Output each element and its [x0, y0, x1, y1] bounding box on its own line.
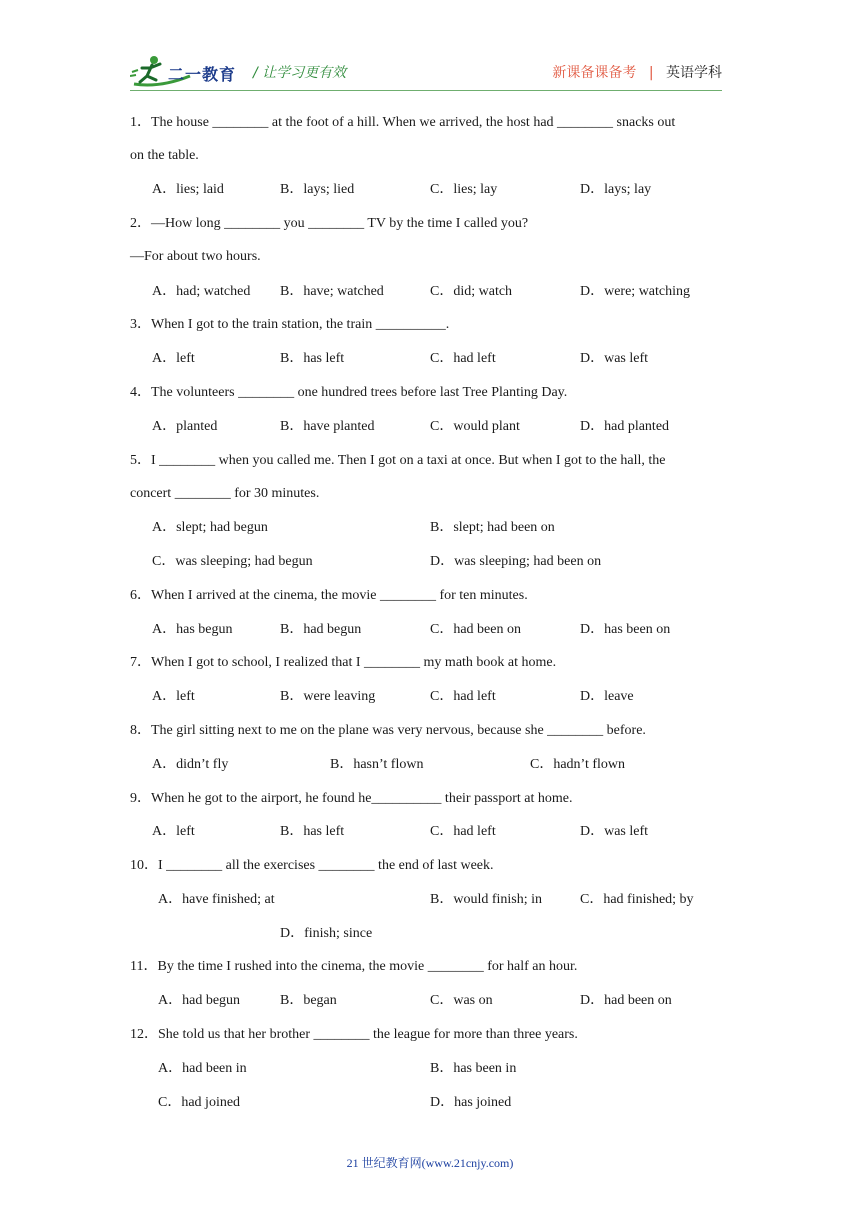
- option-c[interactable]: C．had finished; by: [580, 892, 694, 907]
- option-d[interactable]: D．was left: [580, 824, 649, 839]
- option-c[interactable]: C．had left: [430, 351, 496, 366]
- option-b[interactable]: B．had begun: [280, 622, 362, 637]
- option-d[interactable]: D．has been on: [580, 622, 671, 637]
- option-b[interactable]: B．began: [280, 993, 337, 1008]
- option-c[interactable]: C．had joined: [158, 1095, 241, 1110]
- logo-text: 二一教育: [168, 65, 237, 84]
- option-d[interactable]: D．was sleeping; had been on: [430, 554, 602, 569]
- option-a[interactable]: A．slept; had begun: [152, 520, 268, 535]
- option-b[interactable]: B．has been in: [430, 1061, 517, 1076]
- option-a[interactable]: A．left: [152, 824, 195, 839]
- page-footer[interactable]: 21 世纪教育网(www.21cnjy.com): [346, 1156, 514, 1170]
- question-text: 5．I ________ when you called me. Then I got on a taxi at once. But when I got to the hall, the: [130, 453, 666, 468]
- option-a[interactable]: A．have finished; at: [158, 892, 275, 907]
- option-d[interactable]: D．was left: [580, 351, 649, 366]
- option-c[interactable]: C．had left: [430, 689, 496, 704]
- question-text: 8．The girl sitting next to me on the plane was very nervous, because she ________ before.: [130, 723, 646, 738]
- question-text: 10．I ________ all the exercises ________ the end of last week.: [130, 858, 494, 873]
- option-d[interactable]: D．had been on: [580, 993, 672, 1008]
- option-c[interactable]: C．had been on: [430, 622, 521, 637]
- question-text: 9．When he got to the airport, he found he__________ their passport at home.: [130, 791, 573, 806]
- option-a[interactable]: A．left: [152, 351, 195, 366]
- option-b[interactable]: B．would finish; in: [430, 892, 543, 907]
- option-b[interactable]: B．were leaving: [280, 689, 376, 704]
- option-c[interactable]: C．was on: [430, 993, 493, 1008]
- option-c[interactable]: C．would plant: [430, 419, 520, 434]
- option-c[interactable]: C．hadn’t flown: [530, 757, 626, 772]
- slogan: / 让学习更有效: [253, 65, 347, 81]
- option-a[interactable]: A．lies; laid: [152, 182, 224, 197]
- option-b[interactable]: B．slept; had been on: [430, 520, 555, 535]
- question-text: 12．She told us that her brother ________ the league for more than three years.: [130, 1027, 578, 1042]
- question-text: 3．When I got to the train station, the train __________.: [130, 317, 450, 332]
- option-b[interactable]: B．has left: [280, 351, 345, 366]
- option-a[interactable]: A．left: [152, 689, 195, 704]
- option-b[interactable]: B．have; watched: [280, 284, 384, 299]
- option-d[interactable]: D．lays; lay: [580, 182, 652, 197]
- option-a[interactable]: A．had been in: [158, 1061, 247, 1076]
- option-a[interactable]: A．didn’t fly: [152, 757, 229, 772]
- option-d[interactable]: D．finish; since: [280, 926, 373, 941]
- question-text: concert ________ for 30 minutes.: [130, 486, 320, 501]
- option-d[interactable]: D．had planted: [580, 419, 670, 434]
- option-b[interactable]: B．hasn’t flown: [330, 757, 424, 772]
- option-c[interactable]: C．was sleeping; had begun: [152, 554, 313, 569]
- header-separator: |: [648, 65, 654, 81]
- question-text: on the table.: [130, 148, 199, 163]
- header-divider: [130, 90, 722, 91]
- option-d[interactable]: D．has joined: [430, 1095, 512, 1110]
- question-text: 1．The house ________ at the foot of a hill. When we arrived, the host had ________ snacks out: [130, 115, 676, 130]
- header-right: [552, 62, 722, 82]
- question-text: 6．When I arrived at the cinema, the movie ________ for ten minutes.: [130, 588, 528, 603]
- question-text: 4．The volunteers ________ one hundred trees before last Tree Planting Day.: [130, 385, 568, 400]
- option-c[interactable]: C．had left: [430, 824, 496, 839]
- option-c[interactable]: C．did; watch: [430, 284, 513, 299]
- question-text: 2．—How long ________ you ________ TV by the time I called you?: [130, 216, 529, 231]
- option-b[interactable]: B．have planted: [280, 419, 375, 434]
- question-text: 11．By the time I rushed into the cinema, the movie ________ for half an hour.: [130, 959, 578, 974]
- option-b[interactable]: B．lays; lied: [280, 182, 355, 197]
- option-a[interactable]: A．had; watched: [152, 284, 251, 299]
- header-tag: 新课备课备考: [552, 65, 637, 81]
- option-d[interactable]: D．were; watching: [580, 284, 691, 299]
- option-a[interactable]: A．had begun: [158, 993, 241, 1008]
- option-c[interactable]: C．lies; lay: [430, 182, 498, 197]
- header-subject: 英语学科: [666, 65, 722, 81]
- option-d[interactable]: D．leave: [580, 689, 634, 704]
- option-a[interactable]: A．has begun: [152, 622, 233, 637]
- question-text: 7．When I got to school, I realized that I ________ my math book at home.: [130, 655, 557, 670]
- option-a[interactable]: A．planted: [152, 419, 218, 434]
- question-text: —For about two hours.: [130, 249, 261, 264]
- page-header: [0, 0, 860, 100]
- option-b[interactable]: B．has left: [280, 824, 345, 839]
